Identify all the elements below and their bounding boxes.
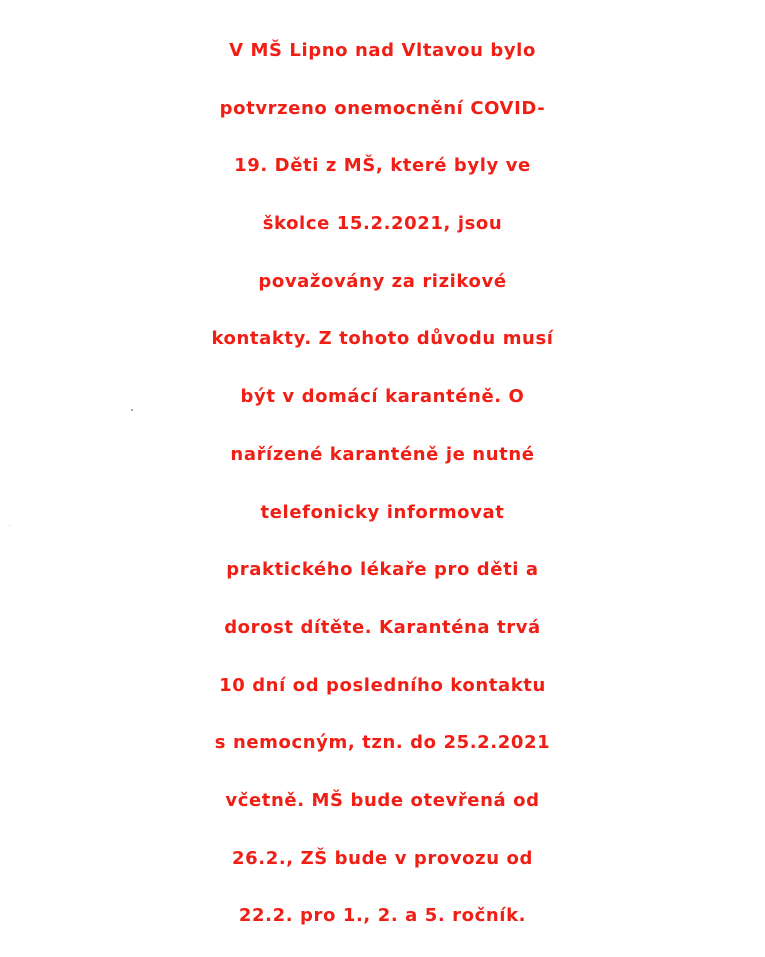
notice-line-14: včetně. MŠ bude otevřená od xyxy=(225,789,540,811)
notice-line-10: praktického lékaře pro děti a xyxy=(226,559,539,581)
notice-line-3: 19. Děti z MŠ, které byly ve xyxy=(234,155,531,177)
scan-speck xyxy=(131,409,133,411)
notice-line-4: školce 15.2.2021, jsou xyxy=(262,213,503,235)
notice-line-2: potvrzeno onemocnění COVID- xyxy=(219,97,546,119)
notice-line-16: 22.2. pro 1., 2. a 5. ročník. xyxy=(238,905,527,927)
notice-line-1: V MŠ Lipno nad Vltavou bylo xyxy=(229,40,536,61)
notice-line-8: nařízené karanténě je nutné xyxy=(230,443,535,465)
notice-line-5: považovány za rizikové xyxy=(258,270,507,292)
scan-speck xyxy=(9,525,10,526)
notice-line-12: 10 dní od posledního kontaktu xyxy=(219,674,546,696)
notice-line-13: s nemocným, tzn. do 25.2.2021 xyxy=(214,732,551,754)
notice-line-11: dorost dítěte. Karanténa trvá xyxy=(224,616,541,638)
notice-line-9: telefonicky informovat xyxy=(260,501,505,523)
notice-line-7: být v domácí karanténě. O xyxy=(240,386,525,408)
notice-line-15: 26.2., ZŠ bude v provozu od xyxy=(232,847,533,869)
covid-notice xyxy=(0,34,765,957)
notice-line-6: kontakty. Z tohoto důvodu musí xyxy=(211,328,554,350)
